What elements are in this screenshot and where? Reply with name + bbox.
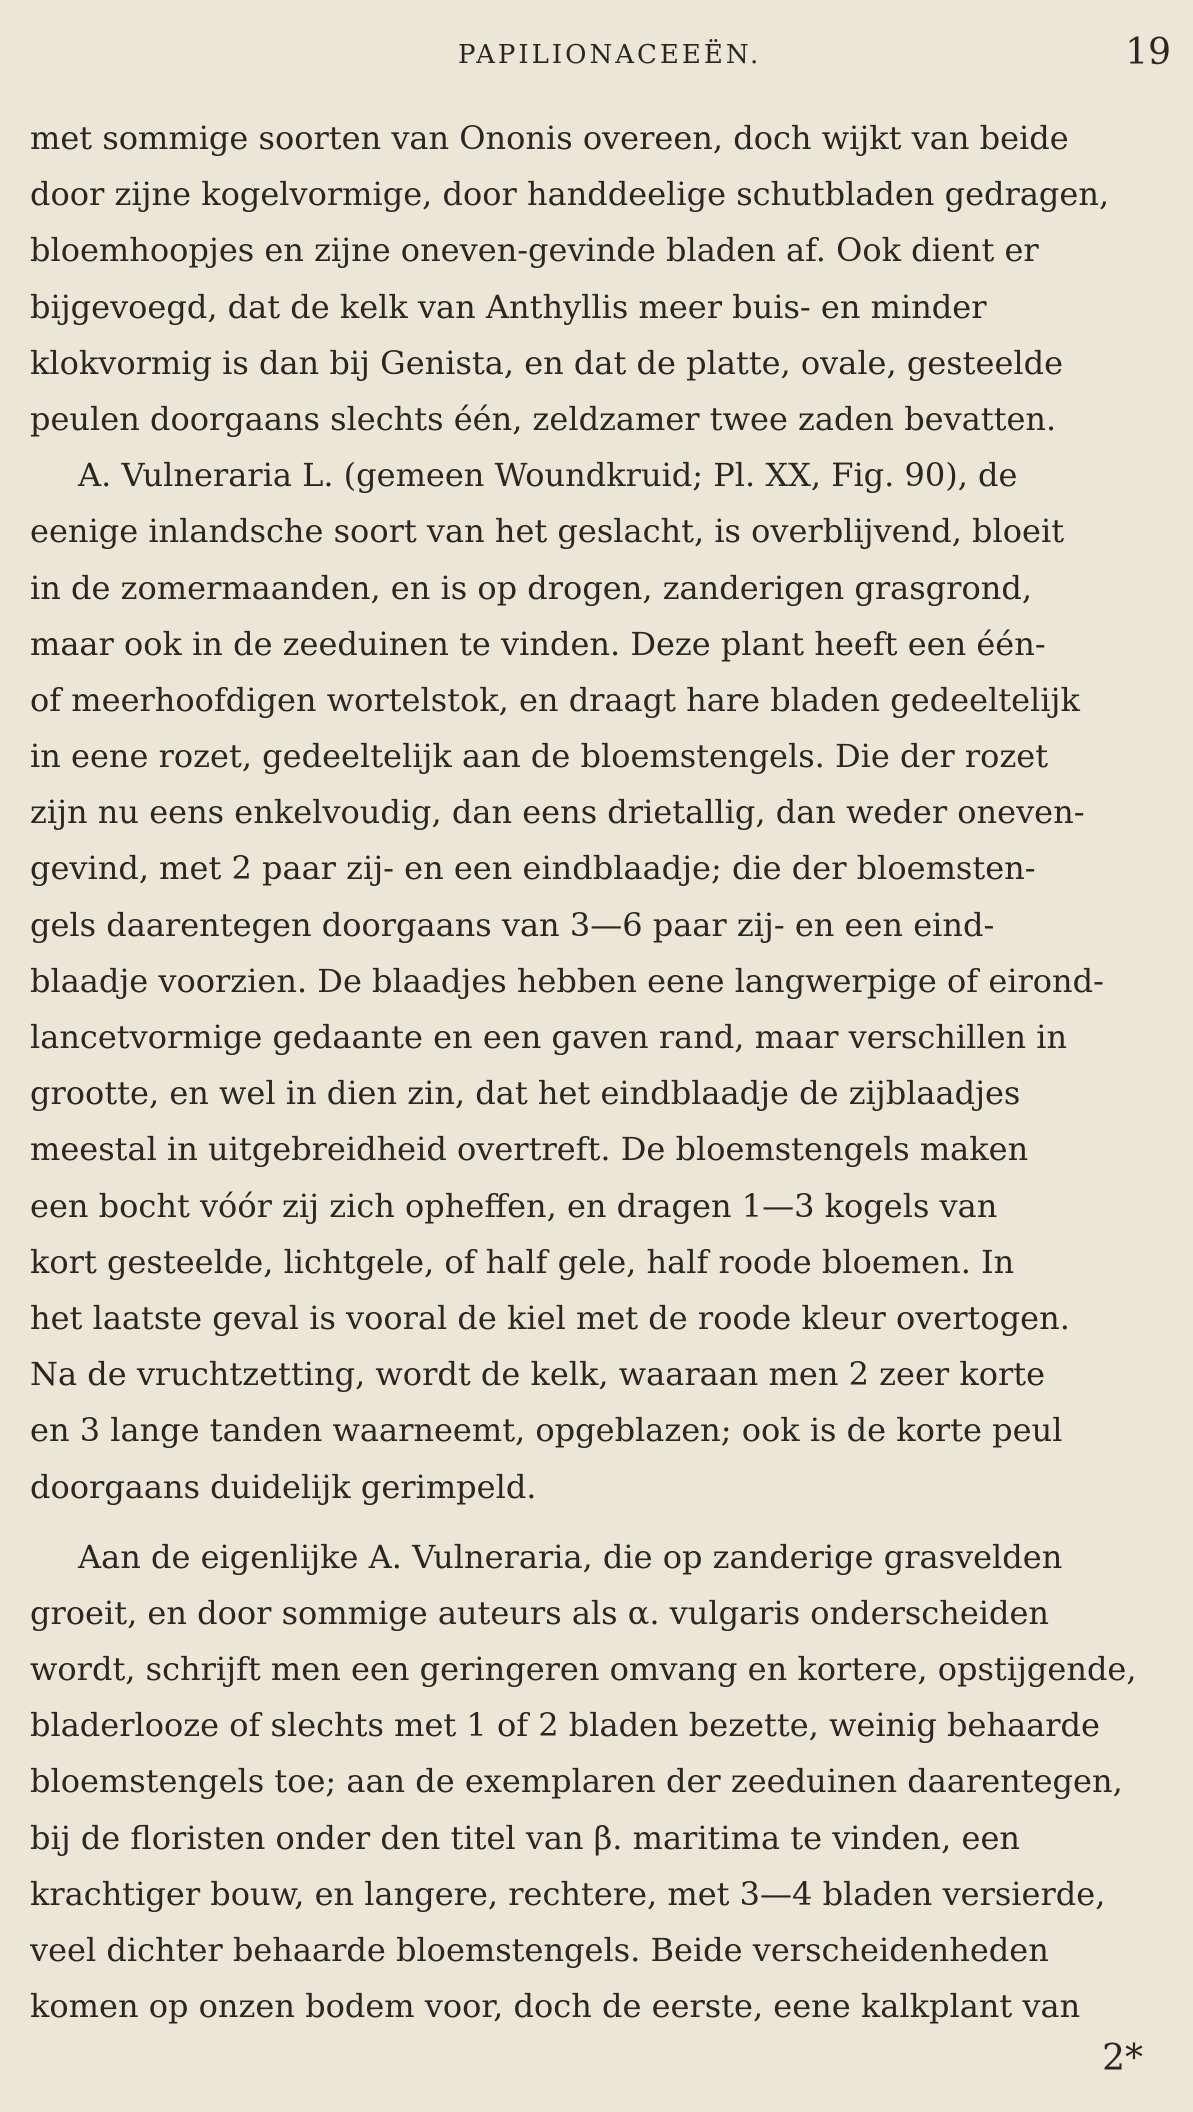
text-line: een bocht vóór zij zich opheffen, en dragen 1—3 kogels van xyxy=(30,1186,998,1225)
page-header xyxy=(0,30,1193,80)
text-line: gevind, met 2 paar zij- en een eindblaadje; die der bloemsten- xyxy=(30,849,1036,888)
text-line: en 3 lange tanden waarneemt, opgeblazen; ook is de korte peul xyxy=(30,1411,1063,1450)
text-line: in de zomermaanden, en is op drogen, zanderigen grasgrond, xyxy=(30,568,1032,607)
text-line: blaadje voorzien. De blaadjes hebben eene langwerpige of eirond- xyxy=(30,961,1104,1000)
text-line: bloemhoopjes en zijne oneven-gevinde bladen af. Ook dient er xyxy=(30,231,1039,270)
text-line: groeit, en door sommige auteurs als α. vulgaris onderscheiden xyxy=(30,1593,1050,1632)
text-line: krachtiger bouw, en langere, rechtere, met 3—4 bladen versierde, xyxy=(30,1874,1106,1913)
text-line: in eene rozet, gedeeltelijk aan de bloemstengels. Die der rozet xyxy=(30,737,1049,776)
page-number: 19 xyxy=(1125,32,1171,73)
paragraph xyxy=(30,1529,1170,2035)
text-line: A. Vulneraria L. (gemeen Woundkruid; Pl. XX, Fig. 90), de xyxy=(78,456,1018,495)
text-line: wordt, schrijft men een geringeren omvang en kortere, opstijgende, xyxy=(30,1650,1137,1689)
paragraph xyxy=(30,447,1170,1515)
text-line: maar ook in de zeeduinen te vinden. Deze plant heeft een één- xyxy=(30,624,1046,663)
signature-mark: 2* xyxy=(1102,2038,1143,2079)
text-line: lancetvormige gedaante en een gaven rand, maar verschillen in xyxy=(30,1018,1068,1056)
text-line: zijn nu eens enkelvoudig, dan eens drietallig, dan weder oneven- xyxy=(30,793,1085,832)
text-line: eenige inlandsche soort van het geslacht, is overblijvend, bloeit xyxy=(30,512,1065,551)
text-line: komen op onzen bodem voor, doch de eerste, eene kalkplant van xyxy=(30,1987,1081,2026)
text-line: bloemstengels toe; aan de exemplaren der zeeduinen daarentegen, xyxy=(30,1762,1123,1801)
body-text xyxy=(30,110,1170,2034)
paragraph xyxy=(30,110,1170,447)
text-line: Aan de eigenlijke A. Vulneraria, die op zanderige grasvelden xyxy=(78,1537,1063,1576)
text-line: bladerlooze of slechts met 1 of 2 bladen bezette, weinig behaarde xyxy=(30,1706,1100,1745)
text-line: door zijne kogelvormige, door handdeelige schutbladen gedragen, xyxy=(30,175,1110,214)
text-line: kort gesteelde, lichtgele, of half gele, half roode bloemen. In xyxy=(30,1242,1015,1281)
text-line: veel dichter behaarde bloemstengels. Beide verscheidenheden xyxy=(30,1931,1049,1969)
text-line: peulen doorgaans slechts één, zeldzamer twee zaden bevatten. xyxy=(30,399,1057,438)
text-line: Na de vruchtzetting, wordt de kelk, waaraan men 2 zeer korte xyxy=(30,1355,1046,1394)
text-line: met sommige soorten van Ononis overeen, doch wijkt van beide xyxy=(30,119,1069,157)
text-line: klokvormig is dan bij Genista, en dat de platte, ovale, gesteelde xyxy=(30,343,1064,382)
text-line: bijgevoegd, dat de kelk van Anthyllis meer buis- en minder xyxy=(30,287,987,326)
running-head: PAPILIONACEEËN. xyxy=(458,40,762,70)
text-line: bij de floristen onder den titel van β. maritima te vinden, een xyxy=(30,1818,1020,1857)
text-line: of meerhoofdigen wortelstok, en draagt hare bladen gedeeltelijk xyxy=(30,680,1080,719)
text-line: grootte, en wel in dien zin, dat het eindblaadje de zijblaadjes xyxy=(30,1074,1021,1113)
text-line: gels daarentegen doorgaans van 3—6 paar zij- en een eind- xyxy=(30,905,995,944)
text-line: meestal in uitgebreidheid overtreft. De bloemstengels maken xyxy=(30,1130,1029,1169)
text-line: het laatste geval is vooral de kiel met de roode kleur overtogen. xyxy=(30,1298,1070,1337)
text-line: doorgaans duidelijk gerimpeld. xyxy=(30,1467,537,1506)
paragraph-gap xyxy=(30,1515,1170,1529)
